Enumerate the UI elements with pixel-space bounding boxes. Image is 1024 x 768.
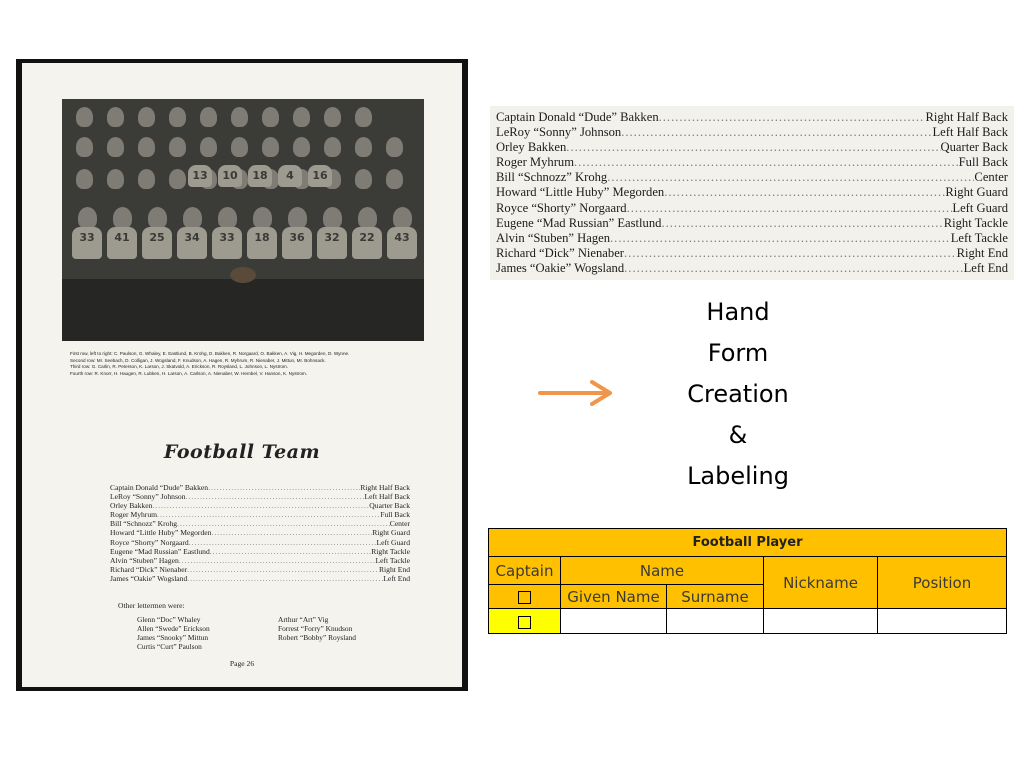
jersey-number: 10 xyxy=(218,165,242,187)
player-position: Center xyxy=(389,519,410,529)
player-figure xyxy=(200,107,217,127)
roster-row xyxy=(496,261,1008,276)
player-figure xyxy=(138,107,155,127)
roster-row xyxy=(496,170,1008,185)
jersey-number: 34 xyxy=(177,227,207,259)
player-name: Royce “Shorty” Norgaard xyxy=(110,537,189,547)
player-figure xyxy=(113,207,132,229)
player-figure xyxy=(293,107,310,127)
dot-leader xyxy=(157,510,380,519)
player-figure xyxy=(169,137,186,157)
page-number: Page 26 xyxy=(229,659,255,668)
name-header: Name xyxy=(561,557,764,585)
player-position: Right End xyxy=(956,245,1008,260)
player-position: Full Back xyxy=(958,155,1008,170)
player-figure xyxy=(386,169,403,189)
roster-row xyxy=(110,519,410,528)
jersey-number: 43 xyxy=(387,227,417,259)
letterman-name: Allen “Swede” Erickson xyxy=(137,624,210,633)
player-position: Right Tackle xyxy=(943,215,1008,230)
player-figure xyxy=(253,207,272,229)
team-title: Football Team xyxy=(163,441,321,463)
player-figure xyxy=(293,137,310,157)
player-name: Orley Bakken xyxy=(110,501,153,511)
roster-row xyxy=(110,483,410,492)
dot-leader xyxy=(661,216,943,231)
player-name: Alvin “Stuben” Hagen xyxy=(110,555,179,565)
player-name: Eugene “Mad Russian” Eastlund xyxy=(496,215,662,230)
jersey-number: 41 xyxy=(107,227,137,259)
player-figure xyxy=(107,137,124,157)
page-roster-list xyxy=(110,483,410,583)
player-figure xyxy=(288,207,307,229)
roster-row xyxy=(496,246,1008,261)
hand-form-title xyxy=(664,292,812,497)
dot-leader xyxy=(187,565,379,574)
nickname-header: Nickname xyxy=(764,557,878,609)
dot-leader xyxy=(610,231,951,246)
roster-row xyxy=(110,565,410,574)
player-figure xyxy=(355,107,372,127)
dot-leader xyxy=(624,261,963,276)
dot-leader xyxy=(152,501,369,510)
nickname-field[interactable] xyxy=(764,609,878,634)
letterman-name: Forrest “Forry” Knudson xyxy=(278,624,353,633)
roster-row xyxy=(110,492,410,501)
title-line: Hand xyxy=(706,298,770,326)
player-figure xyxy=(76,169,93,189)
player-figure xyxy=(148,207,167,229)
title-line: Labeling xyxy=(687,462,789,490)
roster-row xyxy=(110,510,410,519)
player-figure xyxy=(262,107,279,127)
player-figure xyxy=(358,207,377,229)
dot-leader xyxy=(208,483,360,492)
football-player-form xyxy=(488,528,1007,634)
form-title: Football Player xyxy=(489,529,1007,557)
player-name: Alvin “Stuben” Hagen xyxy=(496,230,611,245)
roster-row xyxy=(496,155,1008,170)
player-figure xyxy=(218,207,237,229)
player-figure xyxy=(386,137,403,157)
letterman-name: Glenn “Doc” Whaley xyxy=(137,615,201,624)
caption-line: Second row: Mr. Seebach, D. Colligan, J. Wogsland, F. Knudson, A. Hagen, R. Myhrum, R. Nienaber, J. Mittun, Mr. Bohnsack. xyxy=(70,357,326,363)
player-name: Richard “Dick” Nienaber xyxy=(496,245,624,260)
player-position: Left Tackle xyxy=(950,230,1008,245)
roster-row xyxy=(110,528,410,537)
dot-leader xyxy=(624,246,957,261)
jersey-number: 32 xyxy=(317,227,347,259)
player-position: Quarter Back xyxy=(940,140,1008,155)
checkbox-icon xyxy=(518,591,531,604)
player-figure xyxy=(393,207,412,229)
jersey-number: 22 xyxy=(352,227,382,259)
player-figure xyxy=(78,207,97,229)
player-name: Royce “Shorty” Norgaard xyxy=(496,200,627,215)
dot-leader xyxy=(664,185,945,200)
captain-header-checkbox-cell xyxy=(489,585,561,609)
roster-row xyxy=(496,140,1008,155)
dot-leader xyxy=(621,125,932,140)
player-name: Captain Donald “Dude” Bakken xyxy=(110,483,209,492)
roster-zoom-crop xyxy=(490,106,1014,280)
player-name: Roger Myhrum xyxy=(110,510,158,520)
player-figure xyxy=(200,137,217,157)
caption-line: Fourth row: R. Knorr, H. Haugen, R. Lubken, H. Larson, A. Carlson, A. Nienaber, W. Hembel, V. Hanson, K. Nystrom. xyxy=(70,370,308,376)
captain-checkbox[interactable] xyxy=(518,616,531,629)
player-position: Left Half Back xyxy=(364,492,410,502)
player-name: Orley Bakken xyxy=(496,140,567,155)
dot-leader xyxy=(607,170,974,185)
roster-row xyxy=(496,216,1008,231)
player-name: Bill “Schnozz” Krohg xyxy=(496,170,608,185)
bench xyxy=(62,279,424,341)
player-name: James “Oakie” Wogsland xyxy=(496,260,625,275)
dot-leader xyxy=(187,574,383,583)
photo-caption xyxy=(70,351,424,377)
player-position: Center xyxy=(974,170,1008,185)
player-figure xyxy=(323,207,342,229)
roster-row xyxy=(496,110,1008,125)
player-figure xyxy=(76,107,93,127)
caption-line: First row, left to right: C. Paulson, G. Whaley, E. Eastlund, B. Krohg, D. Bakken, R. Norgaard, O. Bakken, A. Vig, H. Megorden, D. Wynne. xyxy=(70,351,350,356)
jersey-number: 36 xyxy=(282,227,312,259)
player-position: Right Guard xyxy=(945,185,1008,200)
player-position: Left Tackle xyxy=(375,555,410,565)
other-lettermen-column-1 xyxy=(137,615,210,651)
given-name-header: Given Name xyxy=(561,585,667,609)
given-name-field[interactable] xyxy=(561,609,667,634)
other-lettermen-column-2 xyxy=(278,615,356,642)
player-figure xyxy=(76,137,93,157)
jersey-number: 13 xyxy=(188,165,212,187)
roster-row xyxy=(496,185,1008,200)
player-figure xyxy=(262,137,279,157)
player-position: Right End xyxy=(378,564,410,574)
jersey-number: 18 xyxy=(247,227,277,259)
caption-line: Third row: G. Carlin, R. Peterson, K. Larson, J. Skatvold, A. Erickson, R. Roysland, L. Johnson, L. Nystrom. xyxy=(70,364,289,370)
roster-row xyxy=(110,501,410,510)
player-name: Howard “Little Huby” Megorden xyxy=(110,528,212,538)
dot-leader xyxy=(210,547,371,556)
yearbook-scan xyxy=(16,59,468,691)
dot-leader xyxy=(189,538,377,547)
letterman-name: Curtis “Curt” Paulson xyxy=(137,642,202,651)
player-name: Bill “Schnozz” Krohg xyxy=(110,519,178,529)
roster-row xyxy=(110,574,410,583)
position-field[interactable] xyxy=(878,609,1007,634)
player-name: Eugene “Mad Russian” Eastlund xyxy=(110,546,210,556)
player-figure xyxy=(231,107,248,127)
yearbook-page xyxy=(22,63,462,687)
roster-row xyxy=(110,556,410,565)
title-line: & xyxy=(728,421,748,449)
surname-field[interactable] xyxy=(667,609,764,634)
player-figure xyxy=(324,137,341,157)
player-position: Left End xyxy=(963,260,1008,275)
player-name: LeRoy “Sonny” Johnson xyxy=(496,125,622,140)
player-position: Quarter Back xyxy=(369,501,410,511)
player-figure xyxy=(355,169,372,189)
player-position: Full Back xyxy=(380,510,410,520)
player-name: Richard “Dick” Nienaber xyxy=(110,564,188,574)
player-figure xyxy=(324,107,341,127)
jersey-number: 33 xyxy=(212,227,242,259)
football-icon xyxy=(230,267,256,283)
jersey-number: 4 xyxy=(278,165,302,187)
player-figure xyxy=(231,137,248,157)
title-line: Form xyxy=(707,339,769,367)
player-name: Captain Donald “Dude” Bakken xyxy=(496,110,659,124)
player-position: Right Guard xyxy=(372,528,410,538)
player-figure xyxy=(355,137,372,157)
dot-leader xyxy=(179,556,376,565)
title-line: Creation xyxy=(687,380,789,408)
player-position: Right Half Back xyxy=(360,483,410,492)
player-position: Left Guard xyxy=(952,200,1008,215)
player-position: Left Half Back xyxy=(932,125,1008,140)
player-figure xyxy=(138,169,155,189)
player-figure xyxy=(107,107,124,127)
letterman-name: Arthur “Art” Vig xyxy=(278,615,329,624)
right-arrow-icon xyxy=(538,380,614,406)
roster-row xyxy=(496,231,1008,246)
dot-leader xyxy=(627,201,953,216)
dot-leader xyxy=(574,155,959,170)
player-figure xyxy=(107,169,124,189)
dot-leader xyxy=(659,110,926,125)
jersey-number: 33 xyxy=(72,227,102,259)
team-photo xyxy=(62,99,424,341)
position-header: Position xyxy=(878,557,1007,609)
jersey-number: 16 xyxy=(308,165,332,187)
dot-leader xyxy=(211,528,372,537)
player-position: Left End xyxy=(383,573,410,583)
jersey-number: 18 xyxy=(248,165,272,187)
player-name: LeRoy “Sonny” Johnson xyxy=(110,492,186,502)
letterman-name: Robert “Bobby” Roysland xyxy=(278,633,357,642)
roster-row xyxy=(110,538,410,547)
roster-row xyxy=(496,201,1008,216)
dot-leader xyxy=(566,140,940,155)
zoom-roster-list xyxy=(496,110,1008,276)
jersey-number: 25 xyxy=(142,227,172,259)
player-position: Right Tackle xyxy=(371,546,410,556)
player-figure xyxy=(169,107,186,127)
captain-header: Captain xyxy=(489,557,561,585)
roster-row xyxy=(110,547,410,556)
player-name: Howard “Little Huby” Megorden xyxy=(496,185,665,200)
dot-leader xyxy=(186,492,365,501)
player-position: Left Guard xyxy=(376,537,410,547)
player-figure xyxy=(138,137,155,157)
surname-header: Surname xyxy=(667,585,764,609)
other-lettermen-heading: Other lettermen were: xyxy=(118,601,185,610)
player-figure xyxy=(183,207,202,229)
player-position: Right Half Back xyxy=(925,110,1008,124)
dot-leader xyxy=(177,519,390,528)
captain-checkbox-cell[interactable] xyxy=(489,609,561,634)
player-name: Roger Myhrum xyxy=(496,155,575,170)
letterman-name: James “Snooky” Mittun xyxy=(137,633,209,642)
roster-row xyxy=(496,125,1008,140)
player-name: James “Oakie” Wogsland xyxy=(110,573,188,583)
player-figure xyxy=(169,169,186,189)
